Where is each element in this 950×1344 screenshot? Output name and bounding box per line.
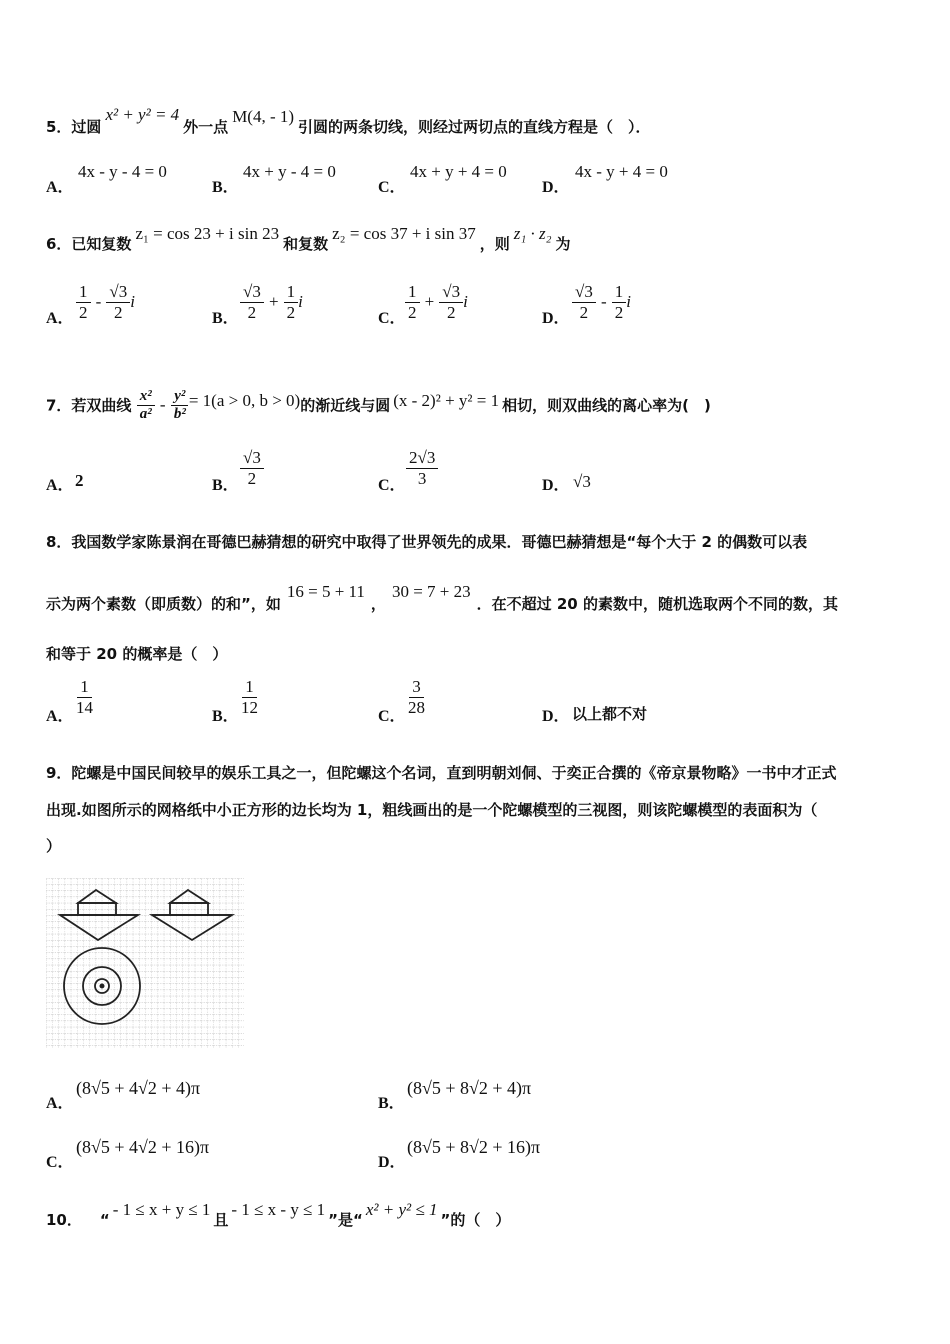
q9-option-b[interactable]: (8√5 + 8√2 + 4)π — [407, 1078, 532, 1098]
q8-option-c-label[interactable]: C． — [378, 708, 406, 725]
imag-unit: i — [298, 291, 303, 311]
frac-den: 2 — [408, 302, 417, 322]
q8-example-1: 16 = 5 + 11 — [286, 582, 365, 601]
q9-option-d[interactable]: (8√5 + 8√2 + 16)π — [407, 1137, 541, 1157]
q8-option-c[interactable] — [405, 677, 428, 717]
q9-line-2: 出现.如图所示的网格纸中小正方形的边长均为 1，粗线画出的是一个陀螺模型的三视图，则该陀螺模型的表面积为（ — [46, 801, 818, 819]
q5-option-b[interactable]: 4x + y - 4 = 0 — [243, 162, 336, 181]
q8-option-a[interactable] — [73, 677, 96, 717]
q6-option-d-label[interactable]: D． — [542, 310, 570, 327]
q9-line-3: ） — [46, 837, 62, 855]
q10-number: 10． — [46, 1211, 82, 1229]
q6-stem — [46, 224, 571, 254]
q7-option-d-label[interactable]: D． — [542, 477, 570, 494]
frac-num: √3 — [240, 448, 264, 469]
q7-option-b[interactable] — [240, 448, 264, 488]
q5-option-d[interactable]: 4x - y + 4 = 0 — [575, 162, 668, 181]
q8-option-b-label[interactable]: B． — [212, 708, 239, 725]
q5-option-a[interactable]: 4x - y - 4 = 0 — [78, 162, 167, 181]
frac-den: a² — [139, 406, 152, 423]
imag-unit: i — [626, 291, 631, 311]
q10-quote-mid: ”是“ — [328, 1211, 363, 1229]
q6-comma: ，则 — [479, 235, 510, 253]
q7-condition: = 1(a > 0, b > 0) — [188, 391, 301, 411]
grid-paper — [46, 878, 244, 1048]
q6-tail: 为 — [555, 235, 571, 253]
q8-option-d-label[interactable]: D． — [542, 708, 570, 725]
frac-den: 3 — [417, 468, 427, 488]
frac-den: 28 — [408, 697, 425, 717]
q6-option-b-label[interactable]: B． — [212, 310, 239, 327]
frac-num: 1 — [284, 282, 299, 303]
q10-stem — [46, 1200, 511, 1230]
frac-den: 2 — [579, 302, 589, 322]
frac-num: 1 — [76, 282, 91, 303]
q7-option-a[interactable]: 2 — [75, 471, 84, 490]
q7-option-a-label[interactable]: A． — [46, 477, 74, 494]
q5-option-b-label[interactable]: B． — [212, 179, 239, 196]
op: - — [159, 395, 166, 415]
frac-num: 3 — [409, 677, 424, 698]
frac-num: √3 — [439, 282, 463, 303]
q8-option-b[interactable] — [238, 677, 261, 717]
q8-line-1: 8．我国数学家陈景润在哥德巴赫猜想的研究中取得了世界领先的成果．哥德巴赫猜想是“每个大于 2 的偶数可以表 — [46, 533, 808, 551]
frac-den: 12 — [241, 697, 258, 717]
q7-mid-text: 的渐近线与圆 — [300, 396, 391, 415]
q10-cond-2: - 1 ≤ x - y ≤ 1 — [231, 1200, 326, 1219]
q5-option-a-label[interactable]: A． — [46, 179, 74, 196]
frac-den: 2 — [114, 302, 123, 322]
q9-option-c-label[interactable]: C． — [46, 1154, 74, 1171]
q6-z1: z₁ = cos 23 + i sin 23 — [135, 224, 280, 243]
frac-num: 1 — [612, 282, 627, 303]
q9-line-1: 9．陀螺是中国民间较早的娱乐工具之一，但陀螺这个名词，直到明朝刘侗、于奕正合撰的《帝京景物略》一书中才正式 — [46, 764, 837, 782]
q6-option-a-label[interactable]: A． — [46, 310, 74, 327]
q10-quote-open: “ — [99, 1211, 110, 1229]
q5-tail: 引圆的两条切线，则经过两切点的直线方程是（ ）． — [298, 118, 651, 136]
q6-number: 6．已知复数 — [46, 235, 132, 253]
frac-num: x² — [137, 388, 155, 406]
op: - — [95, 291, 102, 311]
q7-number: 7．若双曲线 — [46, 396, 132, 415]
q5-option-c[interactable]: 4x + y + 4 = 0 — [410, 162, 507, 181]
q7-tail: 相切，则双曲线的离心率为( ) — [502, 396, 711, 415]
q5-stem — [46, 105, 651, 137]
frac-den: 2 — [446, 302, 456, 322]
op: + — [424, 291, 435, 311]
frac-den: 2 — [614, 302, 624, 322]
frac-den: 14 — [76, 697, 93, 717]
q6-mid-text: 和复数 — [283, 235, 329, 253]
q7-option-b-label[interactable]: B． — [212, 477, 239, 494]
frac-den: 2 — [286, 302, 296, 322]
q10-tail: ”的（ ） — [440, 1211, 511, 1229]
q8-line-2b: ．在不超过 20 的素数中，随机选取两个不同的数，其 — [476, 595, 838, 613]
frac-num: 2√3 — [406, 448, 438, 469]
q6-option-a[interactable] — [76, 282, 135, 322]
frac-num: y² — [171, 388, 188, 406]
q5-option-c-label[interactable]: C． — [378, 179, 406, 196]
q6-z2: z₂ = cos 37 + i sin 37 — [332, 224, 476, 243]
q10-cond-1: - 1 ≤ x + y ≤ 1 — [112, 1200, 211, 1219]
frac-num: √3 — [106, 282, 130, 303]
q5-circle-eq: x² + y² = 4 — [105, 105, 180, 124]
q7-option-c-label[interactable]: C． — [378, 477, 406, 494]
q9-option-a[interactable]: (8√5 + 4√2 + 4)π — [76, 1078, 201, 1098]
q7-circle: (x - 2)² + y² = 1 — [393, 391, 500, 411]
q7-option-d[interactable]: √3 — [573, 472, 591, 491]
q8-option-a-label[interactable]: A． — [46, 708, 74, 725]
q6-option-d[interactable] — [572, 282, 631, 322]
q6-option-c-label[interactable]: C． — [378, 310, 406, 327]
frac-den: 2 — [79, 302, 88, 322]
q6-option-b[interactable] — [240, 282, 303, 322]
q9-option-c[interactable]: (8√5 + 4√2 + 16)π — [76, 1137, 210, 1157]
q8-line-3: 和等于 20 的概率是（ ） — [46, 645, 228, 663]
q6-option-c[interactable] — [405, 282, 468, 322]
frac-num: 1 — [77, 677, 92, 698]
q5-mid-text: 外一点 — [183, 118, 229, 136]
frac-num: 1 — [405, 282, 420, 303]
frac-num: √3 — [572, 282, 596, 303]
frac-den: 2 — [247, 302, 257, 322]
q8-example-2: 30 = 7 + 23 — [391, 582, 471, 601]
op: - — [600, 291, 607, 311]
frac-den: b² — [173, 406, 186, 423]
frac-num: √3 — [240, 282, 264, 303]
q8-option-d[interactable]: 以上都不对 — [572, 705, 648, 723]
q7-stem — [46, 388, 711, 424]
q9-option-d-label[interactable]: D． — [378, 1154, 406, 1171]
q7-option-c[interactable] — [406, 448, 438, 488]
imag-unit: i — [130, 291, 135, 311]
frac-den: 2 — [247, 468, 257, 488]
q5-point: M(4, - 1) — [232, 107, 295, 126]
q8-line-2a: 示为两个素数（即质数）的和”，如 — [46, 595, 281, 613]
q8-line-2 — [46, 582, 838, 614]
op: + — [268, 291, 279, 311]
q8-comma: ， — [370, 595, 386, 613]
frac-num: 1 — [242, 677, 257, 698]
q5-number: 5．过圆 — [46, 118, 102, 136]
q5-option-d-label[interactable]: D． — [542, 179, 570, 196]
imag-unit: i — [463, 291, 468, 311]
spinning-top-three-view-figure — [46, 878, 244, 1053]
q9-option-b-label[interactable]: B． — [378, 1095, 405, 1112]
q9-option-a-label[interactable]: A． — [46, 1095, 74, 1112]
q10-cond-3: x² + y² ≤ 1 — [365, 1200, 438, 1219]
q10-and: 且 — [213, 1211, 229, 1229]
q6-product: z₁ · z₂ — [513, 224, 552, 243]
